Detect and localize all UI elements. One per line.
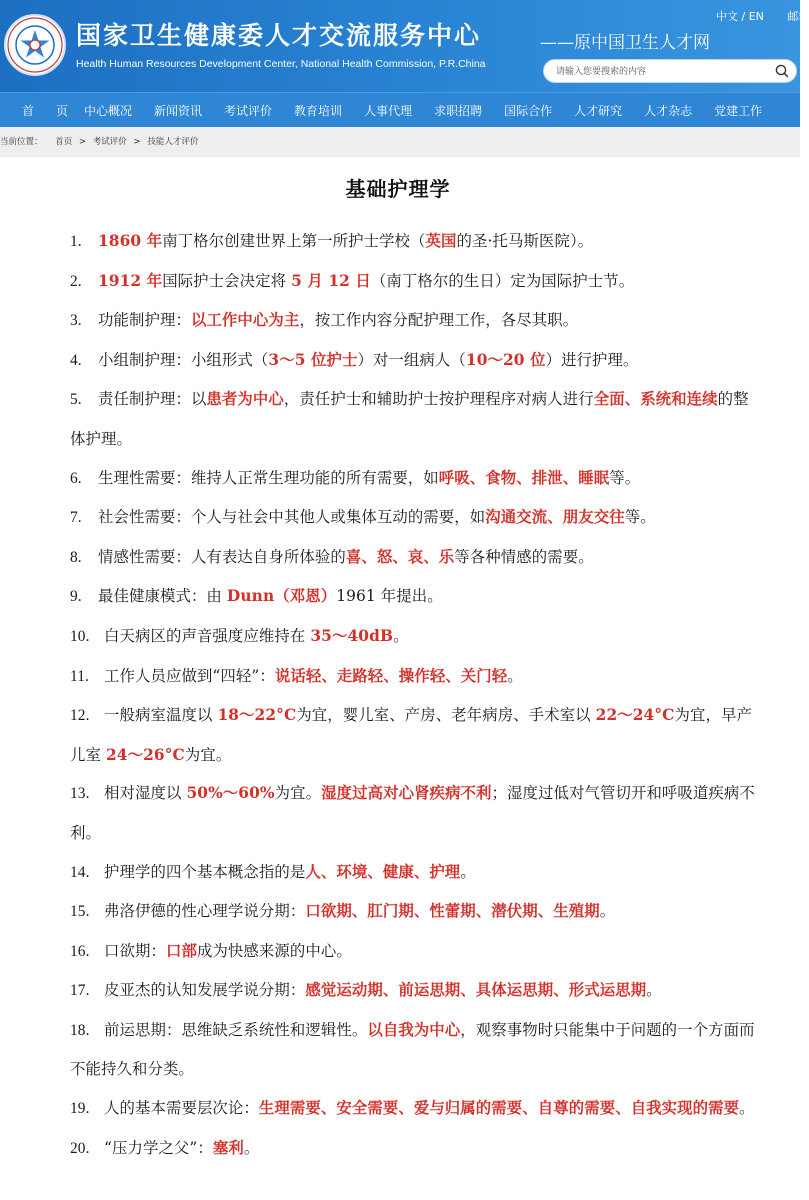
point-number: 6. <box>70 469 82 487</box>
breadcrumb-label: 当前位置： <box>0 137 43 147</box>
knowledge-point <box>70 932 762 972</box>
knowledge-point <box>70 341 762 381</box>
mail-link[interactable]: 邮箱 <box>787 10 809 23</box>
highlight-text: 口部 <box>165 941 197 960</box>
point-number: 13. <box>70 785 90 803</box>
highlight-text: 感觉运动期、前运思期、具体运思期、形式运思期 <box>305 981 647 1000</box>
logo-emblem-icon <box>6 16 64 74</box>
point-text: （南丁格尔的生日）定为国际护士节。 <box>370 271 635 290</box>
knowledge-point <box>70 696 762 774</box>
highlight-text: 以工作中心为主 <box>190 311 300 330</box>
lang-en-link[interactable]: EN <box>748 10 764 23</box>
highlight-text: 1912 年 <box>98 271 163 290</box>
knowledge-point <box>70 617 762 657</box>
point-text: “压力学之父”： <box>104 1138 213 1157</box>
point-text: 弗洛伊德的性心理学说分期： <box>104 902 306 921</box>
nav-training[interactable]: 教育培训 <box>294 103 343 118</box>
point-text: 的圣·托马斯医院）。 <box>456 232 594 250</box>
highlight-text: 22～24°C <box>595 706 675 725</box>
point-text: 等各种情感的需要。 <box>454 547 594 566</box>
knowledge-point <box>70 498 762 538</box>
knowledge-point <box>70 892 762 932</box>
breadcrumb-sep: > <box>133 137 141 147</box>
point-text: ）进行护理。 <box>545 350 639 369</box>
knowledge-point <box>70 301 762 341</box>
lang-separator: / <box>741 10 746 23</box>
lang-zh-link[interactable]: 中文 <box>716 10 738 23</box>
highlight-text: 湿度过高对心肾疾病不利 <box>321 784 492 803</box>
nav-exams[interactable]: 考试评价 <box>224 103 273 118</box>
point-text: 工作人员应做到“四轻”： <box>104 666 275 685</box>
highlight-text: 35～40dB <box>310 626 394 645</box>
knowledge-point-list <box>70 222 762 1168</box>
nav-international[interactable]: 国际合作 <box>504 103 553 118</box>
point-text: 成为快感来源的中心。 <box>196 941 352 960</box>
point-text: 为宜，早产儿室 <box>70 706 752 764</box>
article-content <box>0 173 800 1168</box>
highlight-text: 喜、怒、哀、乐 <box>345 547 455 566</box>
highlight-text: 10～20 位 <box>465 350 546 369</box>
nav-about[interactable]: 中心概况 <box>84 103 133 118</box>
point-text: ，观察事物时只能集中于问题的一个方面而不能持久和分类。 <box>70 1020 755 1079</box>
page-title: 基础护理学 <box>345 177 451 201</box>
language-switch <box>716 8 809 24</box>
point-text: 为宜。 <box>184 745 232 764</box>
point-text: ）对一组病人（ <box>357 350 466 369</box>
highlight-text: 患者为中心 <box>206 390 284 409</box>
point-text: 等。 <box>609 468 641 487</box>
point-text: 南丁格尔创建世界上第一所护士学校（ <box>162 232 426 250</box>
knowledge-point <box>70 222 762 262</box>
point-text: 。 <box>393 626 409 645</box>
highlight-text: 3～5 位护士 <box>268 350 358 369</box>
point-text: 为宜。 <box>274 784 322 803</box>
search-box <box>543 59 797 83</box>
point-number: 16. <box>70 942 90 960</box>
point-text: 功能制护理： <box>98 311 191 330</box>
point-text: ，责任护士和辅助护士按护理程序对病人进行 <box>283 390 594 409</box>
knowledge-point <box>70 1011 762 1089</box>
nav-jobs[interactable]: 求职招聘 <box>434 103 483 118</box>
former-site-name: ——原中国卫生人才网 <box>540 33 710 53</box>
breadcrumb-sep: > <box>78 137 87 147</box>
point-text: 1961 年提出。 <box>336 587 443 606</box>
site-title: 国家卫生健康委人才交流服务中心 <box>76 21 482 50</box>
point-text: 情感性需要：人有表达自身所体验的 <box>98 547 346 566</box>
site-subtitle: Health Human Resources Development Center, National Health Commission, P.R.China <box>76 58 486 70</box>
point-text: 。 <box>646 981 662 1000</box>
point-number: 5. <box>70 391 82 409</box>
point-text: 口欲期： <box>104 941 166 960</box>
knowledge-point <box>70 1129 762 1169</box>
point-number: 20. <box>70 1139 90 1157</box>
highlight-text: 口欲期、肛门期、性蕾期、潜伏期、生殖期 <box>305 902 600 921</box>
point-number: 2. <box>70 272 82 290</box>
highlight-text: 以自我为中心 <box>367 1020 461 1039</box>
point-number: 9. <box>70 588 82 606</box>
nav-personnel[interactable]: 人事代理 <box>364 103 413 118</box>
knowledge-point <box>70 577 762 617</box>
point-text: 。 <box>460 862 476 881</box>
nav-home[interactable]: 首页 <box>22 103 91 118</box>
point-text: 。 <box>507 666 523 685</box>
point-text: 为宜，婴儿室、产房、老年病房、手术室以 <box>296 706 596 725</box>
point-text: 责任制护理：以 <box>98 390 207 409</box>
knowledge-point <box>70 538 762 578</box>
highlight-text: Dunn（邓恩） <box>226 587 337 606</box>
breadcrumb-skills[interactable]: 技能人才评价 <box>147 137 199 147</box>
breadcrumb-exams[interactable]: 考试评价 <box>92 137 127 147</box>
highlight-text: 人、环境、健康、护理 <box>305 862 461 881</box>
point-number: 7. <box>70 509 82 527</box>
main-nav <box>0 92 800 127</box>
knowledge-point <box>70 1089 762 1129</box>
point-text: 相对湿度以 <box>104 784 187 803</box>
nav-research[interactable]: 人才研究 <box>574 103 623 118</box>
knowledge-point <box>70 971 762 1011</box>
knowledge-point <box>70 262 762 302</box>
point-text: 生理性需要：维持人正常生理功能的所有需要，如 <box>98 468 439 487</box>
knowledge-point <box>70 774 762 852</box>
point-text: 社会性需要：个人与社会中其他人或集体互动的需要，如 <box>98 508 486 527</box>
search-icon[interactable] <box>774 63 790 79</box>
knowledge-point <box>70 657 762 697</box>
point-text: 。 <box>243 1138 260 1157</box>
point-text: 人的基本需要层次论： <box>104 1099 259 1118</box>
point-number: 4. <box>70 351 82 369</box>
point-number: 19. <box>70 1100 90 1118</box>
point-number: 8. <box>70 548 82 566</box>
highlight-text: 生理需要、安全需要、爱与归属的需要、自尊的需要、自我实现的需要 <box>258 1099 740 1118</box>
point-text: 。 <box>599 902 616 921</box>
breadcrumb-home[interactable]: 首页 <box>55 137 73 147</box>
point-text: 最佳健康模式：由 <box>98 587 227 606</box>
point-text: 白天病区的声音强度应维持在 <box>104 626 311 645</box>
knowledge-point <box>70 380 762 458</box>
point-number: 12. <box>70 707 90 725</box>
point-text: 前运思期：思维缺乏系统性和逻辑性。 <box>104 1020 368 1039</box>
breadcrumb <box>0 127 800 157</box>
point-text: 护理学的四个基本概念指的是 <box>104 862 306 881</box>
point-number: 18. <box>70 1021 90 1039</box>
point-number: 3. <box>70 312 82 330</box>
highlight-text: 说话轻、走路轻、操作轻、关门轻 <box>274 666 508 685</box>
nav-party[interactable]: 党建工作 <box>714 103 763 118</box>
point-number: 11. <box>70 667 89 685</box>
nav-news[interactable]: 新闻资讯 <box>154 103 203 118</box>
site-logo[interactable] <box>4 14 66 76</box>
point-number: 14. <box>70 863 90 881</box>
search-input[interactable] <box>554 63 768 81</box>
highlight-text: 50%～60% <box>186 784 275 803</box>
point-text: ，按工作内容分配护理工作，各尽其职。 <box>299 311 579 330</box>
highlight-text: 1860 年 <box>98 232 163 250</box>
knowledge-point <box>70 459 762 499</box>
point-number: 10. <box>70 627 90 645</box>
highlight-text: 塞利 <box>212 1138 244 1157</box>
point-text: ；湿度过低对气管切开和呼吸道疾病不利。 <box>70 784 755 842</box>
highlight-text: 沟通交流、朋友交往 <box>485 508 625 527</box>
point-text: 的整体护理。 <box>70 390 749 448</box>
point-number: 17. <box>70 982 90 1000</box>
point-number: 15. <box>70 903 90 921</box>
highlight-text: 英国 <box>425 232 457 250</box>
point-number: 1. <box>70 233 82 250</box>
highlight-text: 全面、系统和连续 <box>593 390 718 409</box>
knowledge-point <box>70 853 762 893</box>
point-text: 国际护士会决定将 <box>162 271 292 290</box>
point-text: 小组制护理：小组形式（ <box>98 350 269 369</box>
point-text: 等。 <box>624 508 656 527</box>
site-header <box>0 0 809 92</box>
nav-magazine[interactable]: 人才杂志 <box>644 103 693 118</box>
point-text: 。 <box>739 1099 755 1118</box>
point-text: 一般病室温度以 <box>104 706 218 725</box>
highlight-text: 5 月 12 日 <box>291 271 371 290</box>
highlight-text: 24～26°C <box>105 745 185 764</box>
point-text: 皮亚杰的认知发展学说分期： <box>104 981 306 1000</box>
highlight-text: 18～22°C <box>217 706 297 725</box>
highlight-text: 呼吸、食物、排泄、睡眠 <box>438 468 610 487</box>
